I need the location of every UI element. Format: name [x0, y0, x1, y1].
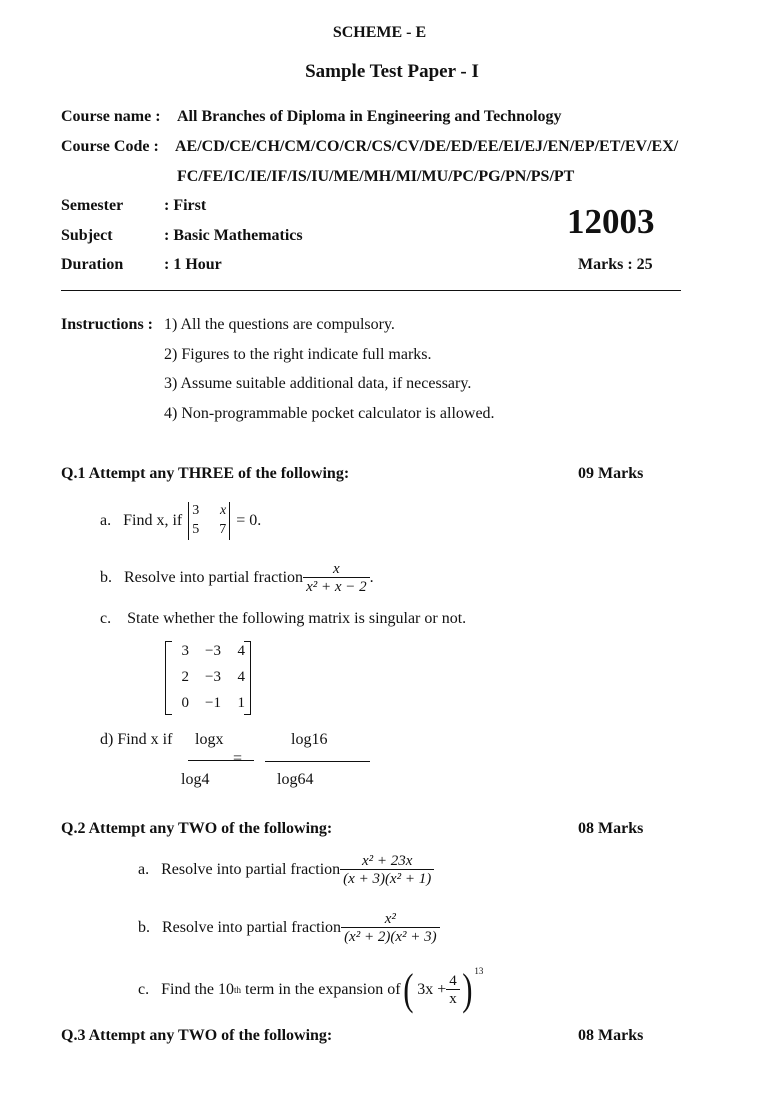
matrix-cell: 3 — [181, 643, 189, 659]
q2-b-fraction — [341, 911, 440, 946]
q1-c-label: c. — [100, 610, 112, 627]
q2-a-fraction — [340, 853, 434, 888]
semester-label: Semester — [61, 197, 124, 214]
q2-a-label: a. — [138, 861, 150, 878]
instruction-item: 2) Figures to the right indicate full marks. — [164, 346, 432, 363]
course-code-line2: FC/FE/IC/IE/IF/IS/IU/ME/MH/MI/MU/PC/PG/PN/PS/PT — [177, 168, 575, 185]
matrix-cell: 0 — [181, 695, 189, 711]
q2-heading: Q.2 Attempt any TWO of the following: — [61, 820, 333, 837]
q1-a-label: a. — [100, 512, 112, 529]
q1-d-text: d) Find x if — [100, 731, 173, 748]
q2-a-text: Resolve into partial fraction — [161, 861, 341, 878]
matrix-cell: −1 — [205, 695, 221, 711]
fraction-numerator: x — [333, 560, 340, 577]
det-cell: x — [220, 503, 227, 519]
det-cell: 3 — [192, 503, 200, 519]
q1-c — [100, 610, 466, 628]
course-name-label: Course name : — [61, 108, 161, 125]
q1-b-text: Resolve into partial fraction — [124, 569, 304, 586]
duration-value: : 1 Hour — [164, 256, 222, 273]
q1-a-tail: = 0. — [236, 512, 262, 529]
fraction-denominator: (x + 3)(x² + 1) — [340, 869, 434, 888]
q3-marks: 08 Marks — [578, 1027, 644, 1044]
det-cell: 7 — [219, 522, 227, 537]
q3-heading: Q.3 Attempt any TWO of the following: — [61, 1027, 333, 1044]
close-paren-glyph: ) — [461, 965, 473, 1014]
q2-c-base: 3x + — [417, 981, 447, 998]
paper-code: 12003 — [567, 202, 655, 241]
q2-c-sup: th — [234, 985, 242, 995]
det-cell: 5 — [192, 522, 200, 537]
total-marks: Marks : 25 — [578, 256, 653, 273]
fraction-denominator: (x² + 2)(x² + 3) — [341, 927, 440, 946]
q1-a-text: Find x, if — [123, 512, 183, 529]
q1-a — [100, 496, 261, 546]
q1-c-text: State whether the following matrix is singular or not. — [127, 610, 467, 627]
scheme-label: SCHEME - E — [332, 24, 427, 41]
matrix-cell: 2 — [181, 669, 189, 685]
matrix-cell: −3 — [205, 643, 221, 659]
semester-value: : First — [164, 197, 207, 214]
q1-d-den1: log4 — [181, 771, 210, 788]
q1-d-fraction-bar — [265, 761, 370, 762]
q1-b-label: b. — [100, 569, 112, 586]
fraction-numerator: 4 — [449, 972, 457, 989]
q2-c-fraction — [446, 973, 460, 1008]
matrix-right-bracket — [244, 641, 251, 715]
subject-label: Subject — [61, 227, 113, 244]
matrix-cell: 4 — [237, 643, 245, 659]
q2-b — [138, 906, 440, 950]
duration-label: Duration — [61, 256, 124, 273]
q1-b-tail: . — [369, 569, 374, 586]
q1-marks: 09 Marks — [578, 465, 644, 482]
q2-b-label: b. — [138, 919, 150, 936]
q2-marks: 08 Marks — [578, 820, 644, 837]
q1-c-matrix — [165, 641, 251, 715]
q2-c-text-post: term in the expansion of — [245, 981, 401, 998]
fraction-numerator: x² — [384, 910, 396, 927]
q1-b-fraction — [303, 561, 370, 596]
fraction-numerator: x² + 23x — [361, 852, 413, 869]
q1-heading: Q.1 Attempt any THREE of the following: — [61, 465, 350, 482]
open-paren-glyph: ( — [402, 965, 413, 1014]
page-title: Sample Test Paper - I — [305, 61, 479, 82]
course-name-value: All Branches of Diploma in Engineering and Technology — [177, 108, 562, 125]
instruction-item: 3) Assume suitable additional data, if necessary. — [164, 375, 472, 392]
header-divider — [61, 290, 681, 291]
q2-c-power: 13 — [474, 966, 484, 976]
course-code-label: Course Code : — [61, 138, 159, 155]
matrix-cell: −3 — [205, 669, 221, 685]
fraction-denominator: x² + x − 2 — [303, 577, 370, 596]
fraction-denominator: x — [446, 989, 460, 1008]
q1-a-determinant — [188, 502, 230, 540]
q1-d-fraction-bar — [188, 760, 254, 761]
subject-value: : Basic Mathematics — [164, 227, 303, 244]
q1-d-den2: log64 — [277, 771, 314, 788]
course-code-line1: AE/CD/CE/CH/CM/CO/CR/CS/CV/DE/ED/EE/EI/EJ/EN/EP/ET/EV/EX/ — [175, 138, 679, 155]
q2-c-text-pre: Find the 10 — [161, 981, 234, 998]
q2-c-label: c. — [138, 981, 150, 998]
q1-d-equals: = — [233, 750, 243, 767]
q2-c — [138, 964, 483, 1016]
q1-b — [100, 556, 374, 600]
matrix-cell: 4 — [237, 669, 245, 685]
instruction-item: 4) Non-programmable pocket calculator is allowed. — [164, 405, 495, 422]
q1-d-num1: logx — [195, 731, 224, 748]
q1-d-num2: log16 — [291, 731, 328, 748]
q2-b-text: Resolve into partial fraction — [162, 919, 342, 936]
matrix-cell: 1 — [237, 695, 245, 711]
instructions-label: Instructions : — [61, 316, 154, 333]
instruction-item: 1) All the questions are compulsory. — [164, 316, 395, 333]
q2-a — [138, 848, 434, 892]
